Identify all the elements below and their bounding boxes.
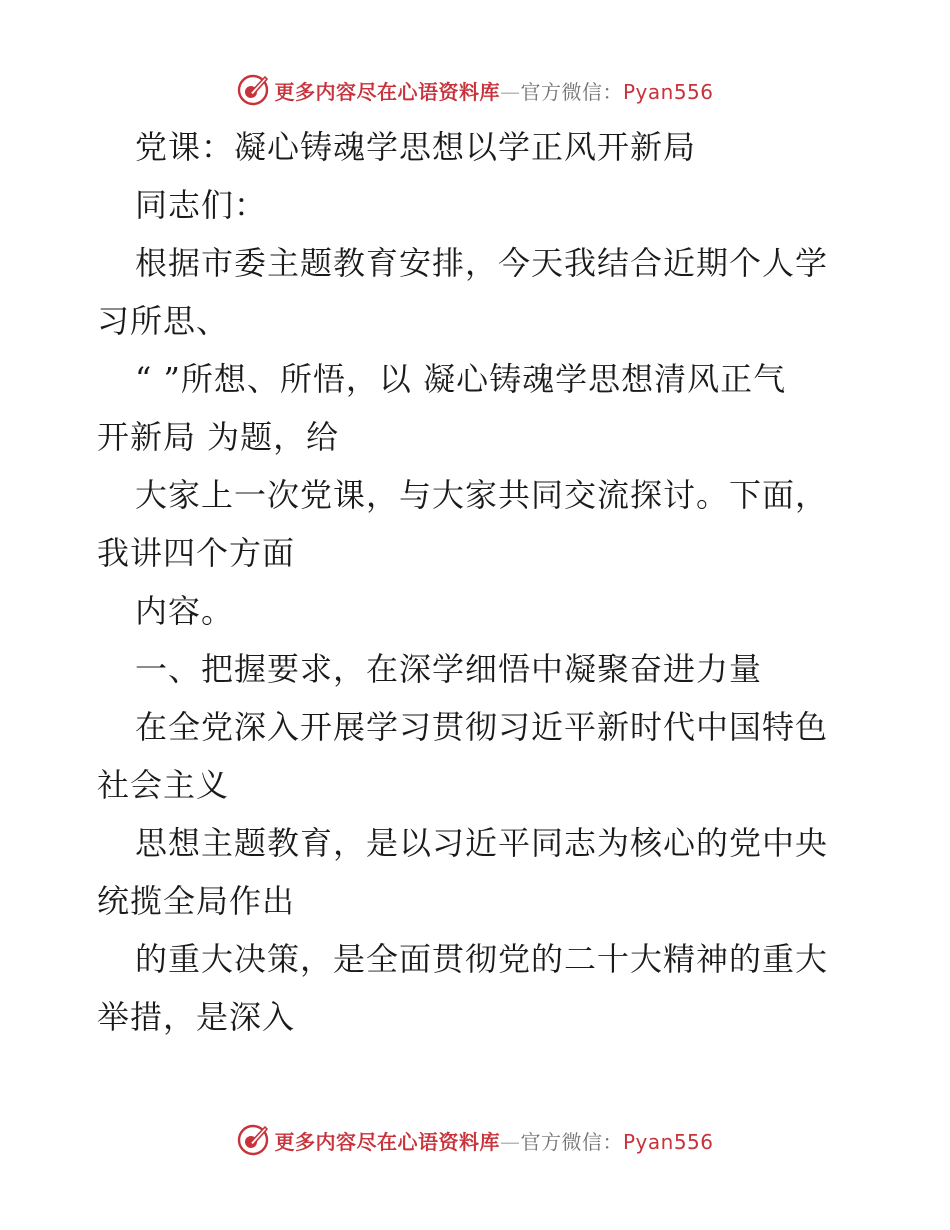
paragraph-line: 开新局 为题，给 <box>97 418 340 456</box>
paragraph-line: 根据市委主题教育安排，今天我结合近期个人学 <box>135 244 829 282</box>
paragraph-line: 在全党深入开展学习贯彻习近平新时代中国特色 <box>135 708 829 746</box>
banner-wechat-account: Pyan556 <box>622 1129 714 1154</box>
quill-logo-icon <box>236 1123 270 1157</box>
banner-dash: — <box>499 79 521 104</box>
banner-wechat-label: 官方微信： <box>520 79 623 104</box>
banner-text <box>274 1126 713 1155</box>
banner-wechat-label: 官方微信： <box>520 1129 623 1154</box>
banner-dash: — <box>499 1129 521 1154</box>
quill-logo-icon <box>236 73 270 107</box>
paragraph-line: 思想主题教育，是以习近平同志为核心的党中央 <box>135 824 829 862</box>
banner-site-name: 更多内容尽在心语资料库 <box>274 79 500 104</box>
banner-site-name: 更多内容尽在心语资料库 <box>274 1129 500 1154</box>
paragraph-line: “ ”所想、所悟，以 凝心铸魂学思想清风正气 <box>135 360 787 398</box>
section-heading: 一、把握要求，在深学细悟中凝聚奋进力量 <box>135 650 763 688</box>
header-banner <box>0 70 950 110</box>
paragraph-line: 我讲四个方面 <box>97 534 296 572</box>
paragraph-line: 举措，是深入 <box>97 998 296 1036</box>
paragraph-line: 习所思、 <box>97 302 230 340</box>
banner-text <box>274 76 713 105</box>
paragraph-line: 统揽全局作出 <box>97 882 296 920</box>
paragraph-line: 内容。 <box>135 592 235 630</box>
paragraph-line: 的重大决策，是全面贯彻党的二十大精神的重大 <box>135 940 829 978</box>
salutation: 同志们： <box>135 186 268 224</box>
document-title: 党课：凝心铸魂学思想以学正风开新局 <box>135 128 697 166</box>
paragraph-line: 社会主义 <box>97 766 230 804</box>
paragraph-line: 大家上一次党课，与大家共同交流探讨。下面， <box>135 476 829 514</box>
document-body <box>97 118 857 1046</box>
banner-wechat-account: Pyan556 <box>622 79 714 104</box>
footer-banner <box>0 1120 950 1160</box>
